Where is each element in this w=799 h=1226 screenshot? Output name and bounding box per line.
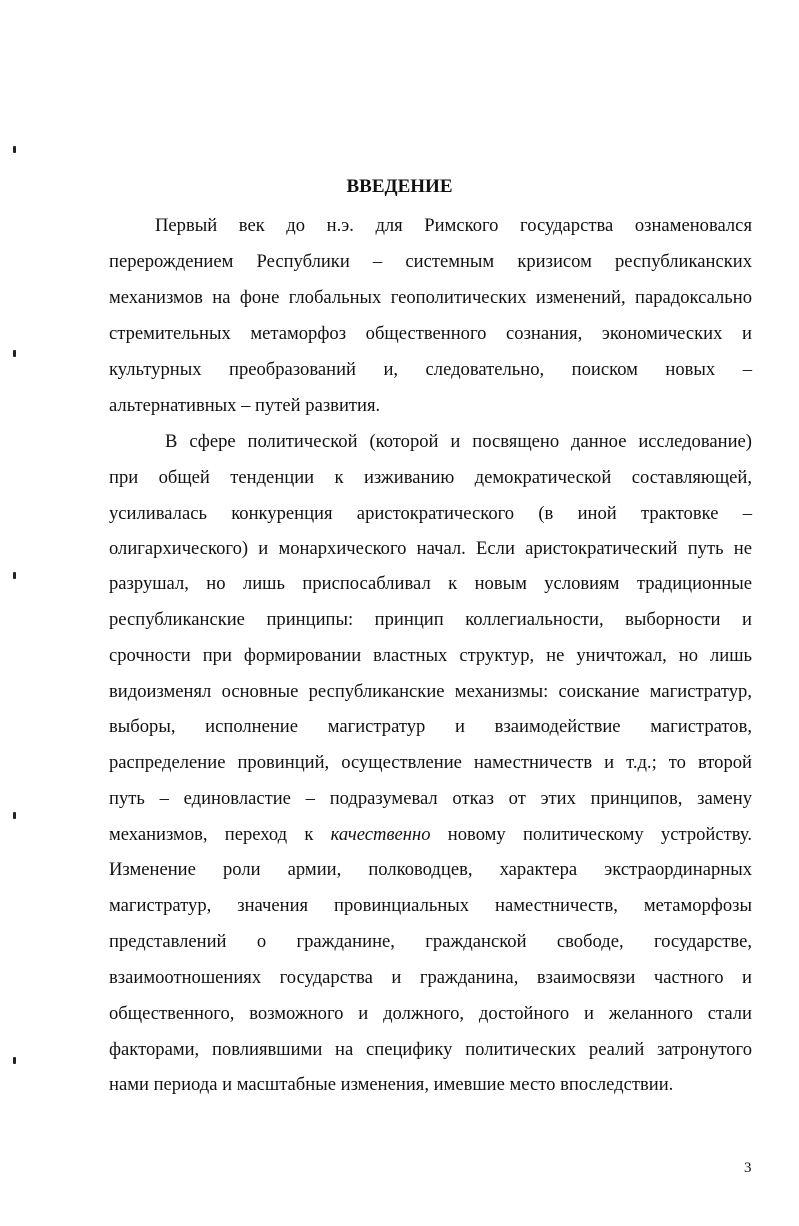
text-line: Первый век до н.э. для Римского государства ознаменовался (155, 215, 752, 236)
text-line: перерождением Республики – системным кризисом республиканских (109, 251, 752, 272)
italic-emphasis: качественно (330, 824, 431, 845)
text-line: магистратур, значения провинциальных наместничеств, метаморфозы (109, 895, 752, 916)
text-line: путь – единовластие – подразумевал отказ от этих принципов, замену (109, 788, 752, 809)
text-line: республиканские принципы: принцип коллегиальности, выборности и (109, 609, 752, 630)
text-line: В сфере политической (которой и посвящено данное исследование) (165, 431, 752, 452)
scan-mark (13, 1057, 16, 1064)
scan-mark (13, 146, 16, 153)
page-title: ВВЕДЕНИЕ (346, 176, 453, 197)
text-line: нами периода и масштабные изменения, имевшие место впоследствии. (109, 1074, 674, 1095)
text-line: факторами, повлиявшими на специфику политических реалий затронутого (109, 1039, 752, 1060)
text-segment: новому политическому устройству. (430, 824, 752, 845)
text-line: распределение провинций, осуществление наместничеств и т.д.; то второй (109, 752, 752, 773)
text-line: альтернативных – путей развития. (109, 395, 381, 416)
text-segment: механизмов, переход к (109, 824, 331, 845)
page-number: 3 (744, 1160, 752, 1176)
text-line: срочности при формировании властных структур, не уничтожал, но лишь (109, 645, 752, 666)
scan-mark (13, 572, 16, 579)
text-line: стремительных метаморфоз общественного сознания, экономических и (109, 323, 752, 344)
text-line: разрушал, но лишь приспосабливал к новым условиям традиционные (109, 573, 752, 594)
text-line: культурных преобразований и, следовательно, поиском новых – (109, 359, 752, 380)
scan-mark (13, 350, 16, 357)
text-line: усиливалась конкуренция аристократического (в иной трактовке – (109, 503, 752, 524)
text-line: видоизменял основные республиканские механизмы: соискание магистратур, (109, 681, 752, 702)
text-line: олигархического) и монархического начал. Если аристократический путь не (109, 538, 752, 559)
text-line: общественного, возможного и должного, достойного и желанного стали (109, 1003, 752, 1024)
text-line: механизмов на фоне глобальных геополитических изменений, парадоксально (109, 287, 752, 308)
text-line: при общей тенденции к изживанию демократической составляющей, (109, 467, 752, 488)
text-line: представлений о гражданине, гражданской свободе, государстве, (109, 931, 752, 952)
text-line: Изменение роли армии, полководцев, характера экстраординарных (109, 859, 752, 880)
scan-mark (13, 812, 16, 819)
text-line: выборы, исполнение магистратур и взаимодействие магистратов, (109, 716, 752, 737)
text-line: взаимоотношениях государства и гражданина, взаимосвязи частного и (109, 967, 752, 988)
text-line (109, 823, 752, 847)
